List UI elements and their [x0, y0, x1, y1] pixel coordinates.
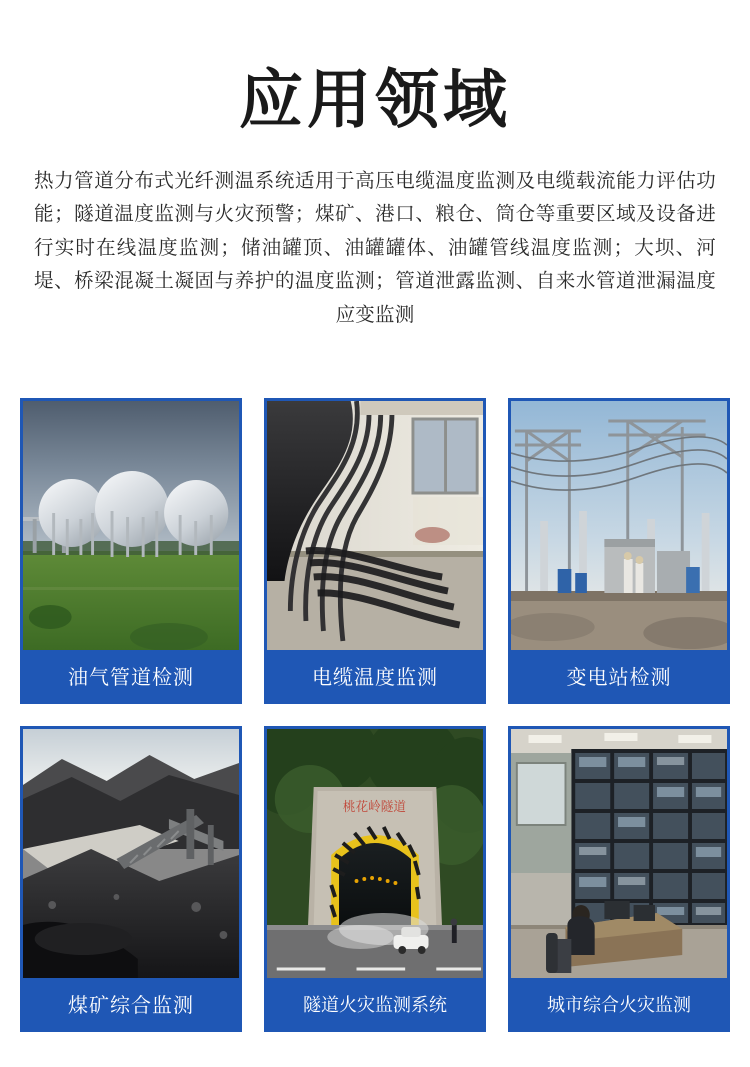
card-caption: 油气管道检测 — [23, 650, 239, 701]
card-caption: 隧道火灾监测系统 — [267, 978, 483, 1029]
application-card-substation[interactable] — [508, 398, 730, 704]
intro-paragraph: 热力管道分布式光纤测温系统适用于高压电缆温度监测及电缆载流能力评估功能；隧道温度监测与火灾预警；煤矿、港口、粮仓、筒仓等重要区域及设备进行实时在线温度监测；储油罐顶、油罐罐体、油罐管线温度监测；大坝、河堤、桥梁混凝土凝固与养护的温度监测；管道泄露监测、自来水管道泄漏温度应变监测 — [34, 169, 716, 326]
electrical-substation-photo — [511, 401, 727, 650]
cable-bundles-room-photo — [267, 401, 483, 650]
application-card-cable-temperature[interactable] — [264, 398, 486, 704]
highway-tunnel-entrance-photo — [267, 729, 483, 978]
spherical-gas-tanks-photo — [23, 401, 239, 650]
application-card-oil-gas-pipeline[interactable] — [20, 398, 242, 704]
card-caption: 变电站检测 — [511, 650, 727, 701]
card-caption: 城市综合火灾监测 — [511, 978, 727, 1029]
card-caption: 煤矿综合监测 — [23, 978, 239, 1029]
application-card-tunnel-fire[interactable] — [264, 726, 486, 1032]
svg-text:桃花岭隧道: 桃花岭隧道 — [342, 799, 407, 816]
application-card-coal-mine[interactable] — [20, 726, 242, 1032]
surveillance-control-room-photo — [511, 729, 727, 978]
page-title: 应用领域 — [239, 64, 511, 136]
application-card-grid — [20, 398, 730, 1032]
application-card-city-fire-monitoring[interactable] — [508, 726, 730, 1032]
card-caption: 电缆温度监测 — [267, 650, 483, 701]
coal-mine-conveyor-photo — [23, 729, 239, 978]
